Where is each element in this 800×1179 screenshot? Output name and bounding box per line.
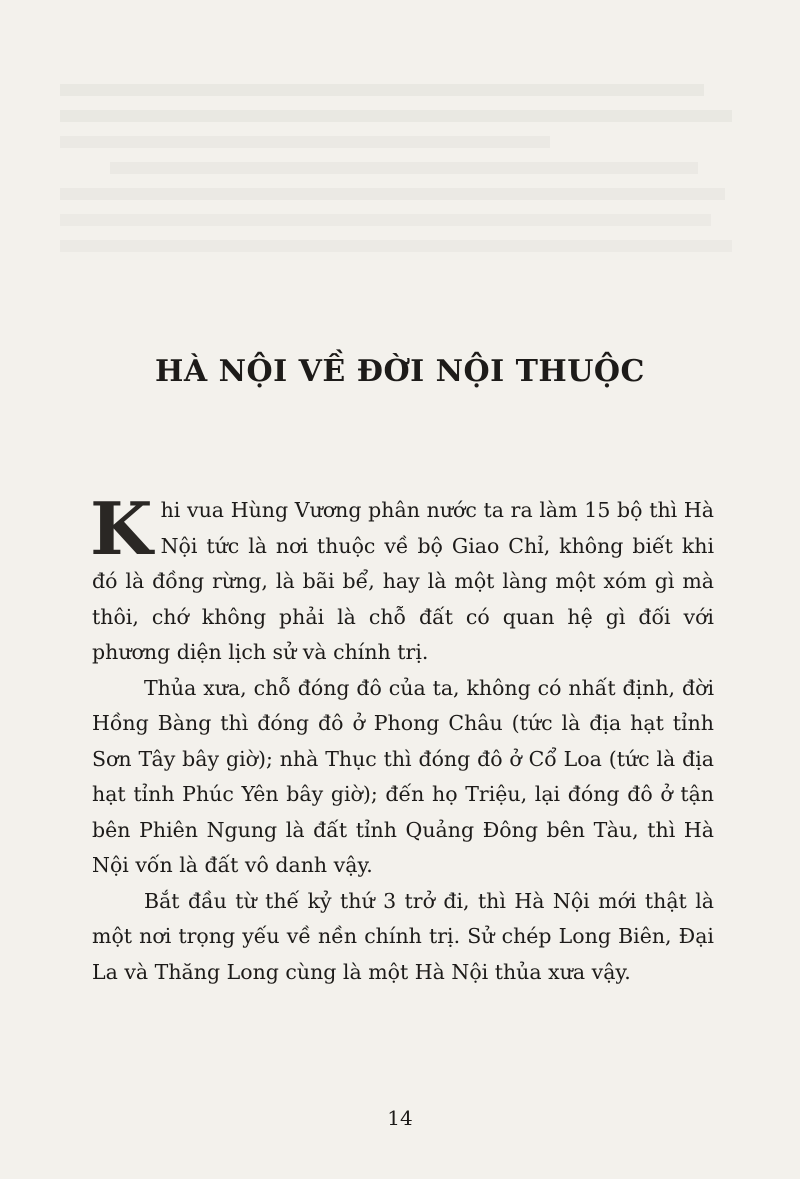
drop-cap: K xyxy=(90,486,153,571)
paragraph-1 xyxy=(90,486,714,671)
paragraph-2: Thủa xưa, chỗ đóng đô của ta, không có nhất định, đời Hồng Bàng thì đóng đô ở Phong Châu (tức là địa hạt tỉnh Sơn Tây bây giờ); nhà Thục thì đóng đô ở Cổ Loa (tức là địa hạt tỉnh Phúc Yên bây giờ); đến họ Triệu, lại đóng đô ở tận bên Phiên Ngung là đất tỉnh Quảng Đông bên Tàu, thì Hà Nội vốn là đất vô danh vậy. xyxy=(92,675,714,877)
paragraph-3: Bắt đầu từ thế kỷ thứ 3 trở đi, thì Hà Nội mới thật là một nơi trọng yếu về nền chính trị. Sử chép Long Biên, Đại La và Thăng Long cùng là một Hà Nội thủa xưa vậy. xyxy=(92,888,714,984)
chapter-title: HÀ NỘI VỀ ĐỜI NỘI THUỘC xyxy=(155,354,645,390)
bleed-through-texture xyxy=(60,70,760,400)
chapter-body xyxy=(90,486,714,990)
page-number: 14 xyxy=(387,1106,413,1130)
paragraph-1-text: hi vua Hùng Vương phân nước ta ra làm 15 bộ thì Hà Nội tức là nơi thuộc về bộ Giao Chỉ, không biết khi đó là đồng rừng, là bãi bể, hay là một làng một xóm gì mà thôi, chớ không phải là chỗ đất có quan hệ gì đối với phương diện lịch sử và chính trị. xyxy=(92,498,714,664)
